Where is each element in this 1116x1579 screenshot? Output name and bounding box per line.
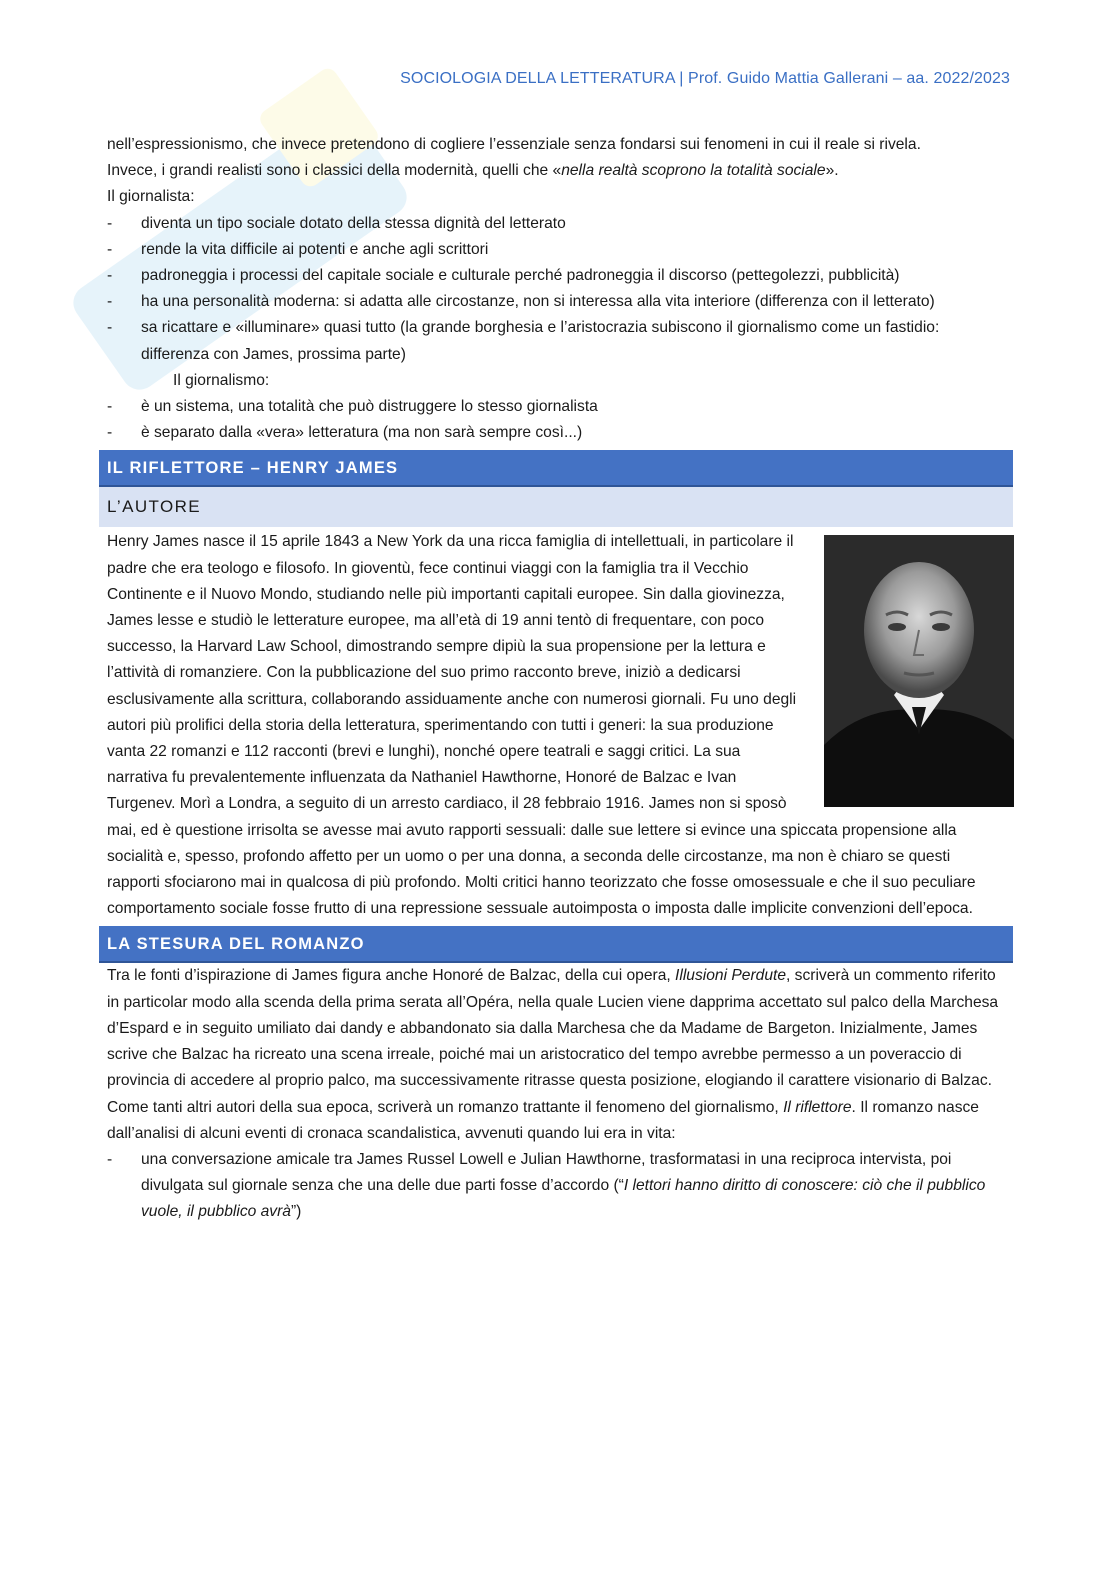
list-item: - una conversazione amicale tra James Russel Lowell e Julian Hawthorne, trasformatasi in una reciproca intervista, poi divulgata sul giornale senza che una delle due parti fosse d’accordo (“I lettori hanno diritto di conoscere: ciò che il pubblico vuole, il pubblico avrà”) <box>107 1150 986 1221</box>
intro-line-1: nell’espressionismo, che invece pretendono di cogliere l’essenziale senza fondarsi sui fenomeni in cui il reale si rivela. <box>107 136 921 153</box>
henry-james-portrait <box>824 535 1014 807</box>
list-item: - rende la vita difficile ai potenti e anche agli scrittori <box>107 240 489 258</box>
section-heading-stesura: LA STESURA DEL ROMANZO <box>99 926 1013 963</box>
list-item: - è un sistema, una totalità che può distruggere lo stesso giornalista <box>107 398 598 416</box>
journalism-list <box>107 394 1007 446</box>
stesura-paragraph-2: Come tanti altri autori della sua epoca, scriverà un romanzo trattante il fenomeno del giornalismo, Il riflettore. Il romanzo nasce dall’analisi di alcuni eventi di cronaca scandalistica, avvenuti quando lui era in vita: <box>107 1098 979 1142</box>
page-header: SOCIOLOGIA DELLA LETTERATURA | Prof. Guido Mattia Gallerani – aa. 2022/2023 <box>400 70 1010 87</box>
list-item: - diventa un tipo sociale dotato della stessa dignità del letterato <box>107 214 566 232</box>
document-body <box>107 132 1007 1226</box>
journalist-list <box>107 211 1007 368</box>
subheading-autore: L’AUTORE <box>99 487 1013 527</box>
list-item: - padroneggia i processi del capitale sociale e culturale perché padroneggia il discorso (pettegolezzi, pubblicità) <box>107 267 900 285</box>
journalist-title: Il giornalista: <box>107 188 195 206</box>
author-biography: Henry James nasce il 15 aprile 1843 a New York da una ricca famiglia di intellettuali, in particolare il padre che era teologo e filosofo. In gioventù, fece continui viaggi con la famiglia tra il Vecchio Continente e il Nuovo Mondo, studiando nelle più importanti capitali europee. Sin dalla giovinezza, James lesse e studiò le letterature europee, ma all’età di 19 anni tentò di frequentare, con poco successo, la Harvard Law School, dimostrando sempre dipiù la sua propensione per la lettura e l’attività di romanziere. Con la pubblicazione del suo primo racconto breve, iniziò a dedicarsi esclusivamente alla scrittura, collaborando assiduamente anche con numerosi giornali. Fu uno degli autori più prolifici della storia della letteratura, sperimentando con tutti i generi: la sua produzione vanta 22 romanzi e 112 racconti (brevi e lunghi), nonché opere teatrali e saggi critici. La sua narrativa fu prevalentemente influenzata da Nathaniel Hawthorne, Honoré de Balzac e Ivan Turgenev. Morì a Londra, a seguito di un arresto cardiaco, il 28 febbraio 1916. James non si sposò mai, ed è questione irrisolta se avesse mai avuto rapporti sessuali: dalle sue lettere si evince una spiccata propensione alla socialità e, spesso, profondo affetto per un uomo o per una donna, a seconda delle circostanze, ma non è chiaro se questi rapporti sfociarono mai in qualcosa di più profondo. Molti critici hanno teorizzato che fosse omosessuale e che il suo peculiare comportamento sociale fosse frutto di una repressione sessuale autoimposta o imposta dalle implicite convenzioni dell’epoca. <box>107 533 976 918</box>
list-item: - sa ricattare e «illuminare» quasi tutto (la grande borghesia e l’aristocrazia subiscono il giornalismo come un fastidio: differenza con James, prossima parte) <box>107 319 940 363</box>
stesura-paragraph-1: Tra le fonti d’ispirazione di James figura anche Honoré de Balzac, della cui opera, Illusioni Perdute, scriverà un commento riferito in particolar modo alla scenda della prima serata all’Opéra, nella quale Lucien viene dapprima accettato sul palco della Marchesa d’Espard e in seguito umiliato dai dandy e abbandonato sia dalla Marchesa che da Madame de Bargeton. Inizialmente, James scrive che Balzac ha ricreato una scena irreale, poiché mai un aristocratico del tempo avrebbe permesso a un poveraccio di provincia di accedere al proprio palco, ma successivamente ritrasse questa posizione, elogiando il carattere visionario di Balzac. <box>107 967 999 1090</box>
author-section <box>107 529 1007 922</box>
journalism-title: Il giornalismo: <box>173 371 270 389</box>
section-heading-riflettore: IL RIFLETTORE – HENRY JAMES <box>99 450 1013 487</box>
list-item: - ha una personalità moderna: si adatta alle circostanze, non si interessa alla vita interiore (differenza con il letterato) <box>107 293 935 311</box>
list-item: - è separato dalla «vera» letteratura (ma non sarà sempre così...) <box>107 424 583 442</box>
intro-line-2: Invece, i grandi realisti sono i classici della modernità, quelli che «nella realtà scoprono la totalità sociale». <box>107 162 839 180</box>
